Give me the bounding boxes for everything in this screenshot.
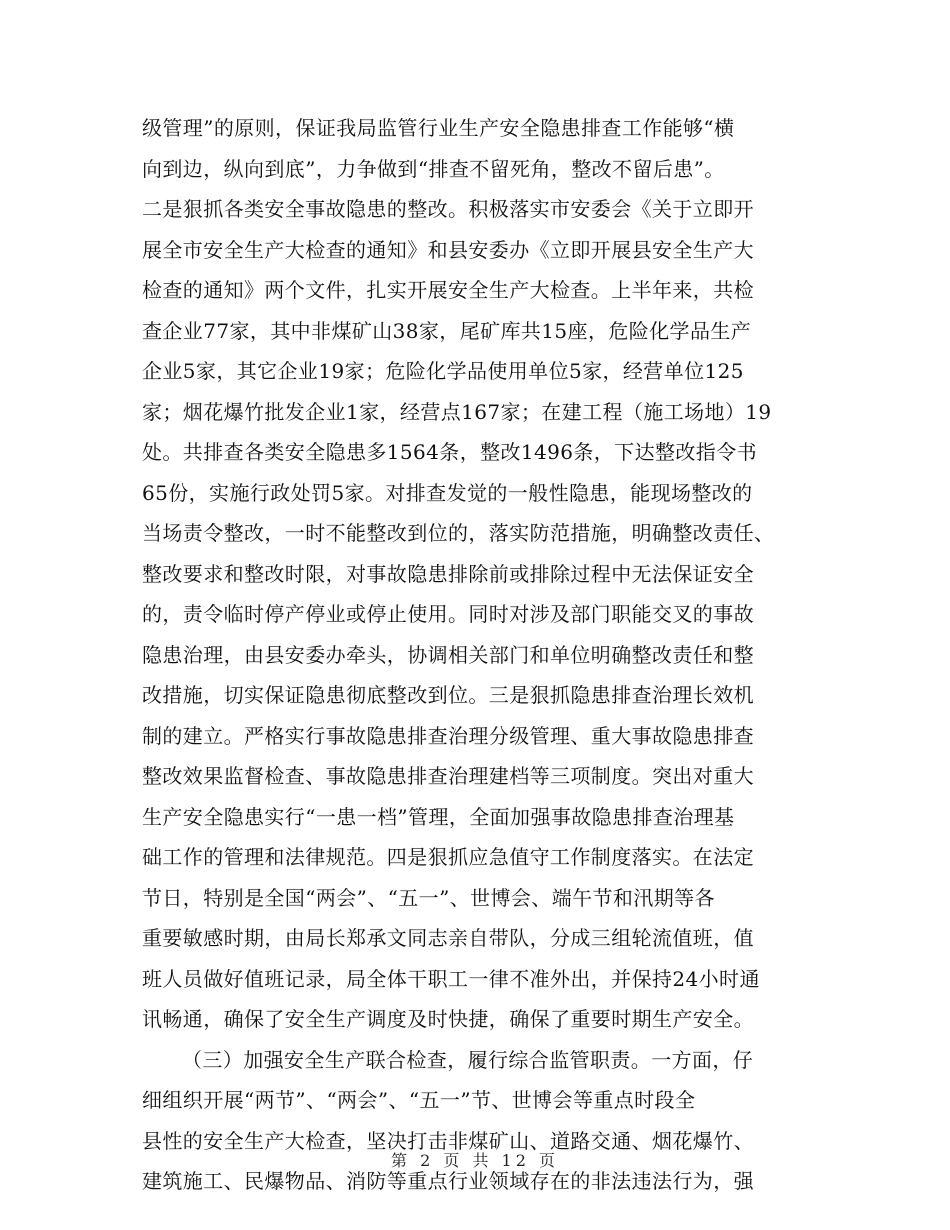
text-line: 制的建立。严格实行事故隐患排查治理分级管理、重大事故隐患排查 (142, 723, 754, 748)
text-line: 整改要求和整改时限，对事故隐患排除前或排除过程中无法保证安全 (142, 561, 754, 586)
text-line: 展全市安全生产大检查的通知》和县安委办《立即开展县安全生产大 (142, 237, 754, 262)
text-line: 向到边，纵向到底”，力争做到“排查不留死角，整改不留后患”。 (142, 156, 725, 181)
text-line: 重要敏感时期，由局长郑承文同志亲自带队，分成三组轮流值班，值 (142, 926, 754, 950)
text-line: 65份，实施行政处罚5家。对排查发觉的一般性隐患，能现场整改的 (142, 480, 753, 505)
text-line: 查企业77家，其中非煤矿山38家，尾矿库共15座，危险化学品生产 (142, 318, 752, 343)
text-line: 隐患治理，由县安委办牵头，协调相关部门和单位明确整改责任和整 (142, 642, 754, 667)
text-line: 处。共排查各类安全隐患多1564条，整改1496条，下达整改指令书 (142, 440, 757, 464)
paragraph-start-line: （三）加强安全生产联合检查，履行综合监管职责。一方面，仔 (182, 1047, 754, 1072)
text-line: 建筑施工、民爆物品、消防等重点行业领域存在的非法违法行为，强 (142, 1169, 754, 1193)
text-line: 家；烟花爆竹批发企业1家，经营点167家；在建工程（施工场地）19 (142, 399, 772, 424)
text-line: 讯畅通，确保了安全生产调度及时快捷，确保了重要时期生产安全。 (142, 1007, 754, 1031)
text-line: 班人员做好值班记录，局全体干职工一律不准外出，并保持24小时通 (142, 966, 760, 991)
text-line: 改措施，切实保证隐患彻底整改到位。三是狠抓隐患排查治理长效机 (142, 683, 754, 707)
body-text (142, 108, 822, 1202)
text-line: 础工作的管理和法律规范。四是狠抓应急值守工作制度落实。在法定 (142, 845, 754, 869)
text-line: 企业5家，其它企业19家；危险化学品使用单位5家，经营单位125 (142, 359, 744, 383)
text-line: 县性的安全生产大检查，坚决打击非煤矿山、道路交通、烟花爆竹、 (142, 1128, 754, 1153)
text-line: 生产安全隐患实行“一患一档”管理，全面加强事故隐患排查治理基 (142, 804, 735, 829)
text-line: 的，责令临时停产停业或停止使用。同时对涉及部门职能交叉的事故 (142, 602, 754, 626)
text-line: 细组织开展“两节”、“两会”、“五一”节、世博会等重点时段全 (142, 1088, 696, 1112)
text-line: 检查的通知》两个文件，扎实开展安全生产大检查。上半年来，共检 (142, 278, 754, 302)
text-line: 二是狠抓各类安全事故隐患的整改。积极落实市安委会《关于立即开 (142, 197, 754, 221)
text-line: 当场责令整改，一时不能整改到位的，落实防范措施，明确整改责任、 (142, 521, 775, 545)
text-line: 级管理”的原则，保证我局监管行业生产安全隐患排查工作能够“横 (142, 116, 735, 140)
text-line: 整改效果监督检查、事故隐患排查治理建档等三项制度。突出对重大 (142, 764, 754, 788)
text-line: 节日，特别是全国“两会”、“五一”、世博会、端午节和汛期等各 (142, 885, 715, 910)
page-number-footer: 第 2 页 共 12 页 (391, 1151, 559, 1170)
